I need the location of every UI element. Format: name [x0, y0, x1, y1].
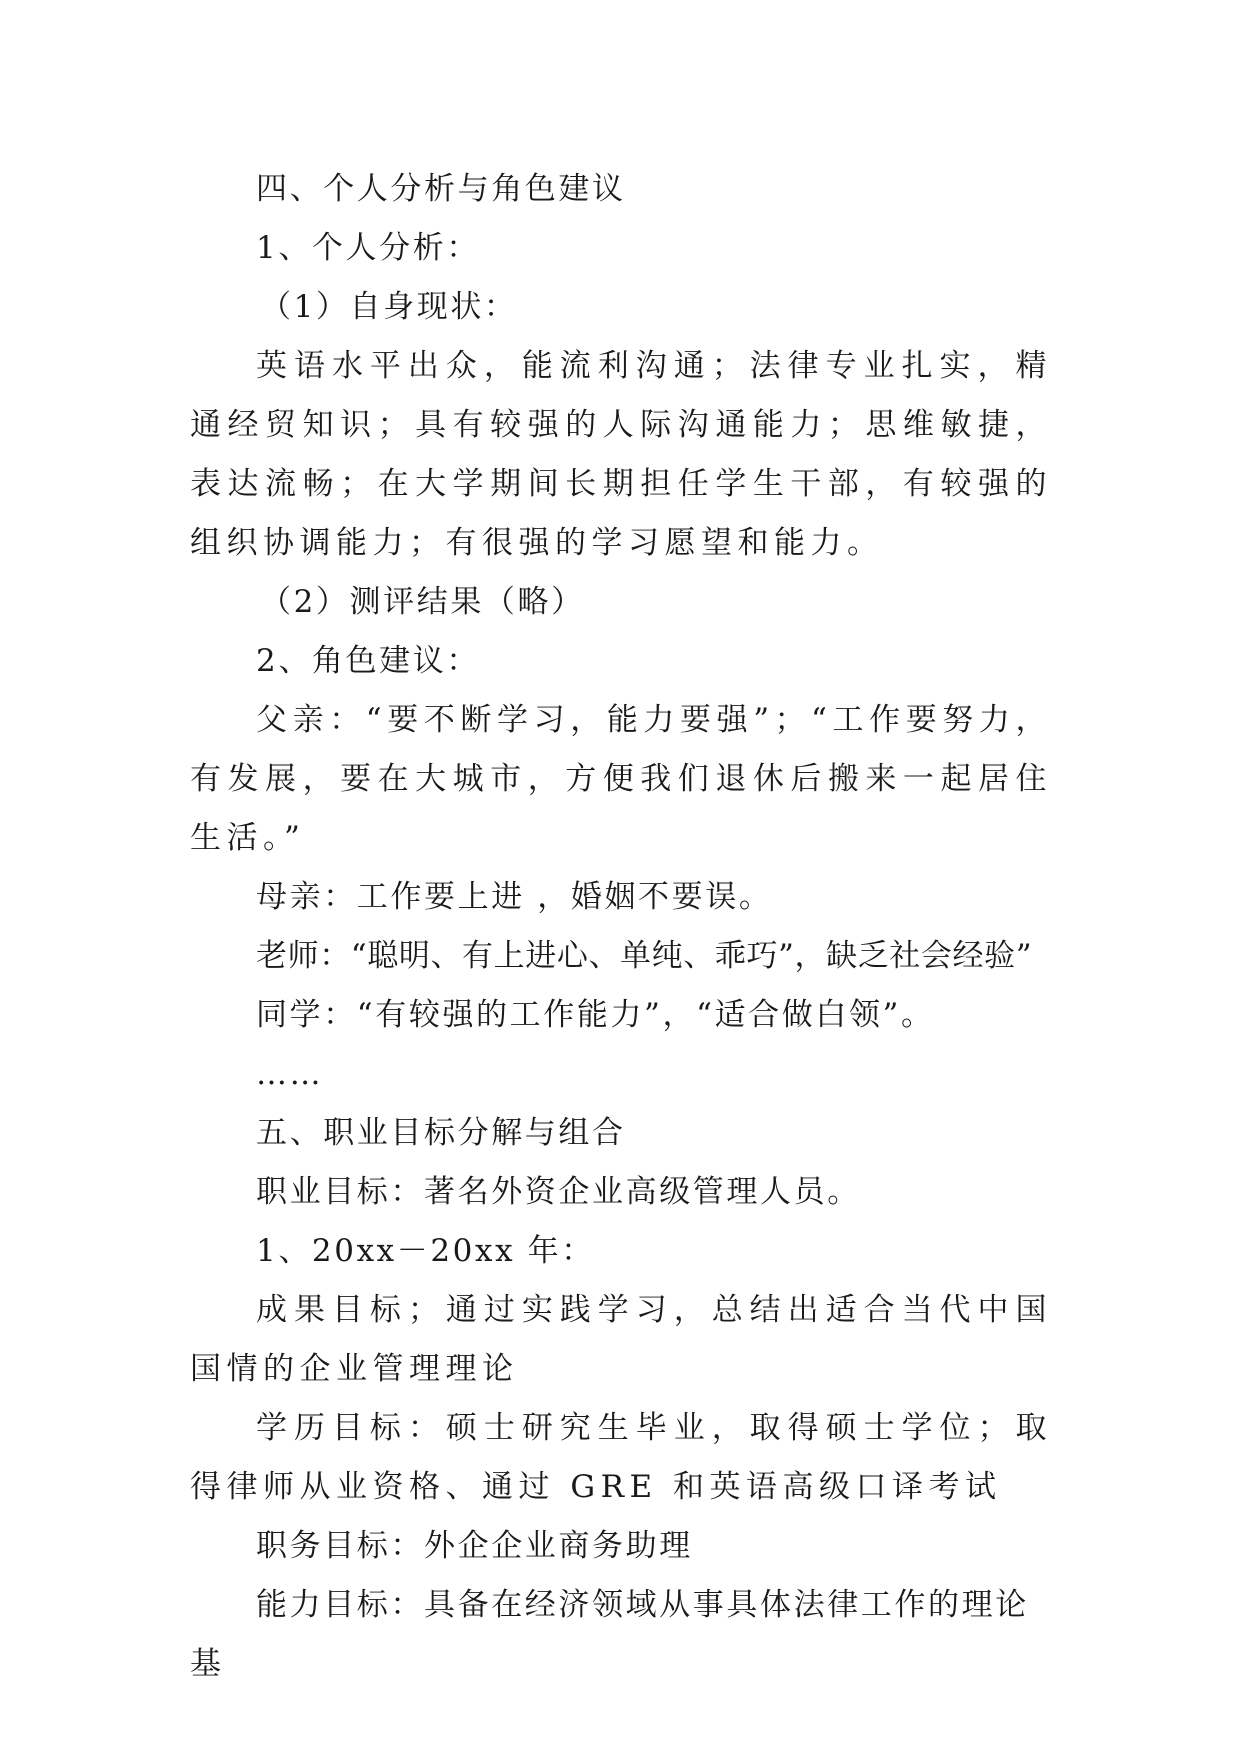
section-heading-personal-analysis: 四、个人分析与角色建议 — [256, 171, 626, 207]
ellipsis-text: …… — [256, 1056, 324, 1092]
paragraph-current-status: 英语水平出众，能流利沟通；法律专业扎实，精通经贸知识；具有较强的人际沟通能力；思维敏捷，表达流畅；在大学期间长期担任学生干部，有较强的组织协调能力；有很强的学习愿望和能力。 — [190, 348, 1052, 561]
paragraph-education-goal: 学历目标：硕士研究生毕业，取得硕士学位；取得律师从业资格、通过 GRE 和英语高级口译考试 — [190, 1410, 1052, 1505]
paragraph-teacher-advice: 老师：“聪明、有上进心、单纯、乖巧”，缺乏社会经验” — [256, 938, 1033, 974]
paragraph-achievement-goal: 成果目标；通过实践学习，总结出适合当代中国国情的企业管理理论 — [190, 1292, 1052, 1387]
subheading-role-advice: 2、角色建议： — [256, 643, 480, 679]
section-heading-career-goals: 五、职业目标分解与组合 — [256, 1115, 626, 1151]
paragraph-father-advice: 父亲：“要不断学习，能力要强”；“工作要努力，有发展，要在大城市，方便我们退休后搬来一起居住生活。” — [190, 702, 1052, 856]
paragraph-career-goal: 职业目标：著名外资企业高级管理人员。 — [256, 1174, 861, 1210]
subheading-period-1: 1、20xx－20xx 年： — [256, 1233, 595, 1269]
subheading-assessment-result: （2）测评结果（略） — [260, 584, 585, 620]
paragraph-mother-advice: 母亲：工作要上进 ，婚姻不要误。 — [256, 879, 773, 915]
paragraph-classmate-advice: 同学：“有较强的工作能力”，“适合做白领”。 — [256, 997, 935, 1033]
subheading-current-status: （1）自身现状： — [260, 289, 518, 325]
subheading-personal-analysis: 1、个人分析： — [256, 230, 480, 266]
paragraph-position-goal: 职务目标：外企企业商务助理 — [256, 1528, 693, 1564]
document-body — [190, 160, 1052, 1694]
paragraph-ability-goal: 能力目标：具备在经济领域从事具体法律工作的理论基 — [190, 1587, 1029, 1682]
